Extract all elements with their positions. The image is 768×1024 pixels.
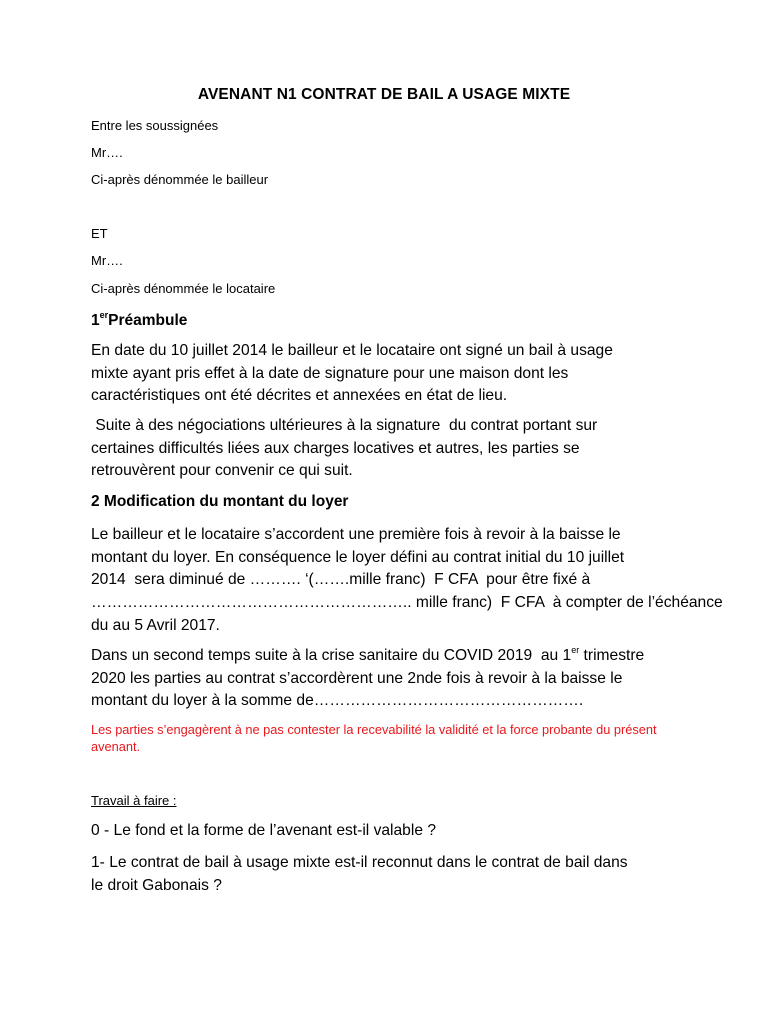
superscript: er [571,645,580,655]
section1-title: Préambule [108,312,188,329]
text-line: Suite à des négociations ultérieures à la signature du contrat portant sur [91,417,598,434]
bailleur-name: Mr…. [91,145,123,160]
section2-heading: 2 Modification du montant du loyer [91,493,349,510]
text-line: 2014 sera diminué de ………. ‘(…….mille franc) F CFA pour être fixé à [91,571,591,589]
loyer-paragraph-1 [91,524,723,638]
parties-intro: Entre les soussignées [91,118,219,133]
preamble-paragraph-2 [91,415,691,483]
text-line: …………………………………………………….. mille franc) F CFA à compter de l’échéance [91,594,723,612]
text-line: Le bailleur et le locataire s’accordent une première fois à revoir à la baisse le [91,526,621,543]
text-line: Les parties s’engagèrent à ne pas contester la recevabilité la validité et la force probante du présent [91,722,657,737]
section1-number: 1 [91,312,100,329]
text-line: retrouvèrent pour convenir ce qui suit. [91,462,353,480]
text-line: du au 5 Avril 2017. [91,616,220,634]
section1-number-sup: er [99,310,109,320]
text-line: montant du loyer. En conséquence le loyer défini au contrat initial du 10 juillet [91,548,625,566]
document-title: AVENANT N1 CONTRAT DE BAIL A USAGE MIXTE [197,86,571,103]
parties-et: ET [91,226,108,241]
text-segment: trimestre [579,647,645,664]
preamble-paragraph-1 [91,340,691,408]
text-line [91,645,691,668]
text-line: certaines difficultés liées aux charges locatives et autres, les parties se [91,439,580,457]
question-0 [91,820,691,843]
text-segment: Dans un second temps suite à la crise sanitaire du COVID 2019 au 1 [91,647,572,664]
section1-heading [91,310,187,330]
locataire-role: Ci-après dénommée le locataire [91,281,276,296]
red-note [91,721,691,755]
text-line: montant du loyer à la somme de……………………………………………. [91,692,584,710]
text-line: caractéristiques ont été décrites et annexées en état de lieu. [91,387,508,405]
question-1 [91,852,691,897]
text-line: le droit Gabonais ? [91,876,222,894]
bailleur-role: Ci-après dénommée le bailleur [91,172,269,187]
locataire-name: Mr…. [91,253,123,268]
text-line: avenant. [91,739,141,754]
work-label: Travail à faire : [91,793,177,808]
text-line: 2020 les parties au contrat s’accordèrent une 2nde fois à revoir à la baisse le [91,669,623,687]
loyer-paragraph-2 [91,645,691,713]
text-line: 0 - Le fond et la forme de l’avenant est-il valable ? [91,822,436,839]
text-line: En date du 10 juillet 2014 le bailleur et le locataire ont signé un bail à usage [91,342,613,359]
text-line: 1- Le contrat de bail à usage mixte est-il reconnut dans le contrat de bail dans [91,854,628,871]
text-line: mixte ayant pris effet à la date de signature pour une maison dont les [91,364,569,382]
